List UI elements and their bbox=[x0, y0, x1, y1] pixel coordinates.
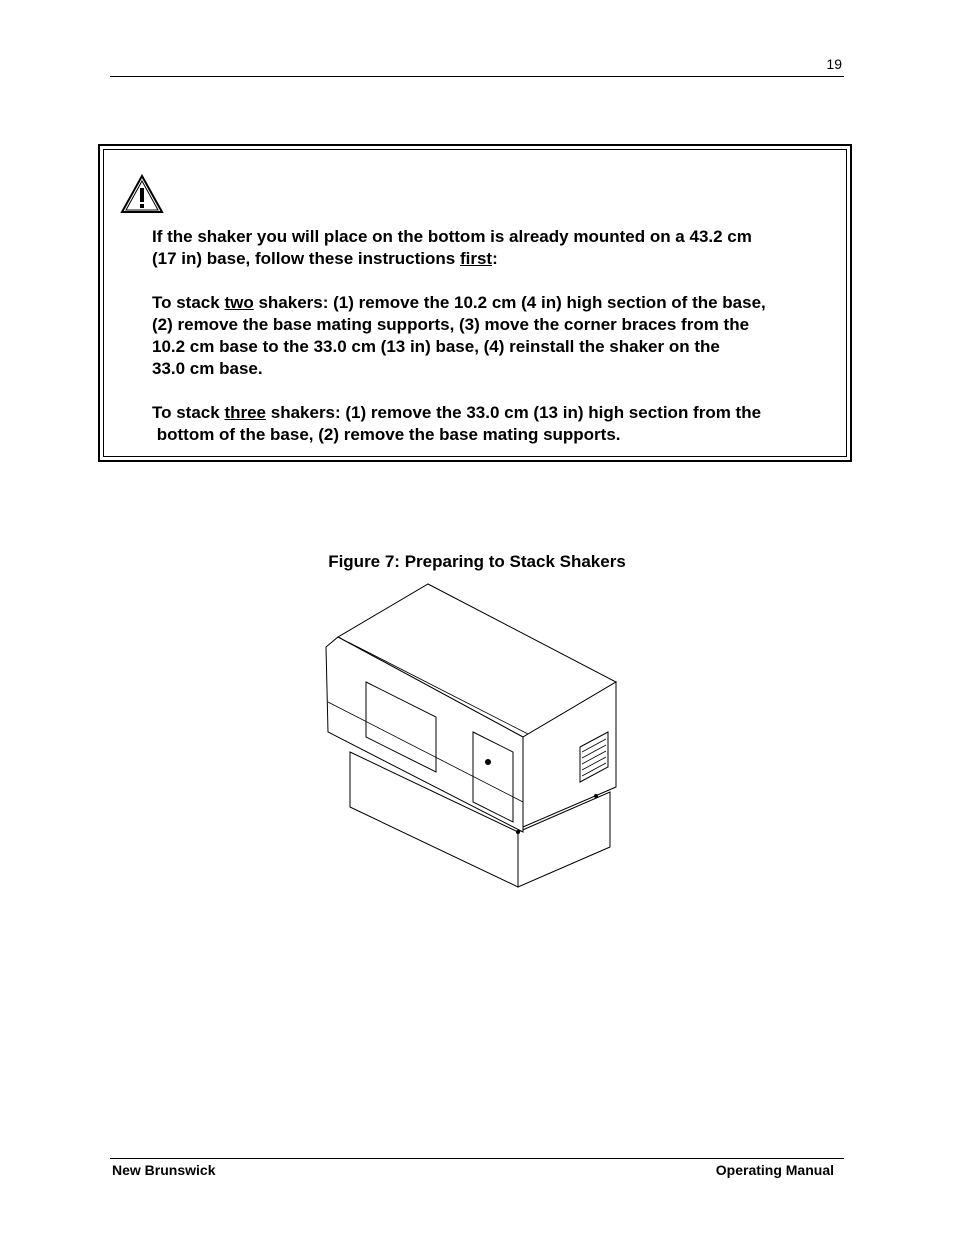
text-segment: To stack bbox=[152, 293, 225, 312]
figure-caption: Figure 7: Preparing to Stack Shakers bbox=[328, 552, 626, 571]
header-rule bbox=[110, 76, 844, 77]
indicator-dot bbox=[485, 759, 491, 765]
text-segment: (17 in) base, follow these instructions bbox=[152, 249, 460, 268]
warning-triangle-icon bbox=[120, 174, 164, 214]
warning-paragraph-two-shakers bbox=[152, 292, 852, 380]
underlined-word-first: first bbox=[459, 249, 493, 268]
text-line: bottom of the base, (2) remove the base mating supports. bbox=[152, 425, 621, 444]
text-segment: shakers: (1) remove the 33.0 cm (13 in) high section from the bbox=[266, 403, 762, 422]
text-segment: shakers: (1) remove the 10.2 cm (4 in) high section of the base, bbox=[253, 293, 766, 312]
text-segment: To stack bbox=[152, 403, 225, 422]
warning-paragraph-three-shakers bbox=[152, 402, 852, 446]
text-segment: : bbox=[492, 249, 498, 268]
shaker-on-base-illustration bbox=[318, 582, 624, 892]
page-number: 19 bbox=[826, 56, 842, 72]
screw-dot bbox=[594, 794, 598, 798]
warning-box bbox=[98, 144, 852, 462]
underlined-word-three: three bbox=[224, 403, 267, 422]
footer-rule bbox=[110, 1158, 844, 1159]
warning-text bbox=[152, 226, 852, 446]
footer-document-title: Operating Manual bbox=[715, 1162, 834, 1178]
text-line: If the shaker you will place on the bottom is already mounted on a 43.2 cm bbox=[152, 227, 752, 246]
text-line bbox=[152, 248, 852, 270]
text-line: 33.0 cm base. bbox=[152, 359, 263, 378]
screw-dot bbox=[516, 830, 520, 834]
text-line bbox=[152, 402, 852, 424]
text-line: 10.2 cm base to the 33.0 cm (13 in) base, (4) reinstall the shaker on the bbox=[152, 337, 720, 356]
text-line: (2) remove the base mating supports, (3) move the corner braces from the bbox=[152, 315, 750, 334]
underlined-word-two: two bbox=[224, 293, 254, 312]
footer-company: New Brunswick bbox=[112, 1162, 216, 1178]
text-line bbox=[152, 292, 852, 314]
warning-paragraph-base bbox=[152, 226, 852, 270]
